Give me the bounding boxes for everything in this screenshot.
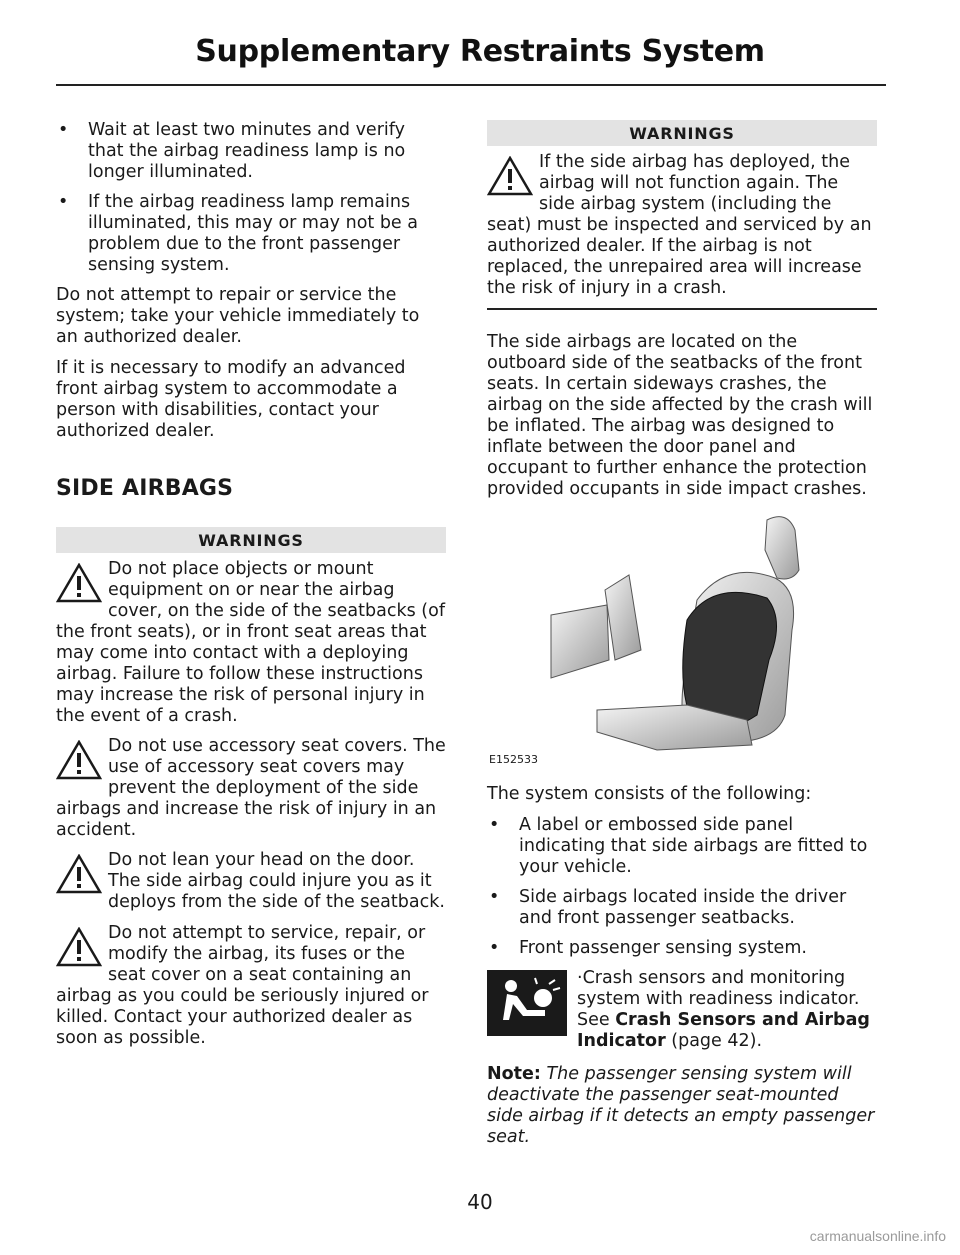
note: [487, 1064, 877, 1148]
bullet-dot: •: [58, 192, 69, 212]
list-item-text: Front passenger sensing system.: [519, 938, 807, 958]
warning-triangle-icon: [487, 156, 533, 196]
section-heading: SIDE AIRBAGS: [56, 476, 234, 501]
warnings-header: WARNINGS: [487, 120, 877, 146]
note-label: Note:: [487, 1064, 541, 1084]
warning-item: [56, 850, 446, 914]
bullet-dot: •: [58, 120, 69, 140]
watermark: carmanualsonline.info: [809, 1228, 946, 1244]
paragraph: The side airbags are located on the outboard side of the seatbacks of the front seats. In certain sideways crashes, the airbag on the side affected by the crash will be inflated. The airbag was designed to inflate between the door panel and occupant to further enhance the protection provided occupants in side impact crashes.: [487, 332, 873, 499]
header-divider: [56, 84, 886, 86]
warning-item: [56, 559, 446, 727]
right-column: [487, 120, 877, 1158]
list-item-text: Wait at least two minutes and verify that the airbag readiness lamp is no longer illuminated.: [88, 120, 406, 182]
paragraph: If it is necessary to modify an advanced front airbag system to accommodate a person with disabilities, contact your authorized dealer.: [56, 358, 406, 441]
list-item-text: Side airbags located inside the driver and front passenger seatbacks.: [519, 887, 847, 928]
indicator-text: ·Crash sensors and monitoring system with readiness indicator. See: [577, 968, 860, 1030]
figure-label: E152533: [489, 753, 538, 766]
airbag-indicator-paragraph: [487, 968, 877, 1052]
airbag-indicator-icon: [487, 970, 567, 1036]
paragraph: Do not attempt to repair or service the system; take your vehicle immediately to an authorized dealer.: [56, 285, 420, 347]
left-column: [56, 120, 446, 1058]
paragraph: The system consists of the following:: [487, 784, 812, 804]
page-number: 40: [467, 1190, 493, 1214]
bullet-dot: •: [489, 815, 500, 835]
warning-text: If the side airbag has deployed, the airbag will not function again. The side airbag system (including the seat) must be inspected and serviced by an authorized dealer. If the airbag is not replaced, the unrepaired area will increase the risk of injury in a crash.: [487, 152, 872, 298]
warning-triangle-icon: [56, 563, 102, 603]
bullet-dot: •: [489, 887, 500, 907]
list-item-text: If the airbag readiness lamp remains illuminated, this may or may not be a problem due to the front passenger sensing system.: [88, 192, 418, 275]
warning-triangle-icon: [56, 740, 102, 780]
warning-text: Do not use accessory seat covers. The use of accessory seat covers may prevent the deployment of the side airbags and increase the risk of injury in an accident.: [56, 736, 446, 840]
list-item-text: A label or embossed side panel indicating that side airbags are fitted to your vehicle.: [519, 815, 868, 877]
seat-airbag-figure: [487, 510, 877, 770]
page-title: Supplementary Restraints System: [195, 34, 765, 69]
warning-item: [56, 923, 446, 1049]
list-item: [56, 192, 446, 276]
list-item: [487, 887, 877, 929]
list-item: [56, 120, 446, 183]
warning-item: [56, 736, 446, 841]
warning-text: Do not attempt to service, repair, or modify the airbag, its fuses or the seat cover on a seat containing an airbag as you could be seriously injured or killed. Contact your authorized dealer as soon as possible.: [56, 923, 429, 1048]
list-item: [487, 938, 877, 959]
list-item: [487, 815, 877, 878]
cross-reference-link[interactable]: Crash Sensors and Airbag Indicator: [577, 1010, 870, 1051]
seat-airbag-illustration: [537, 510, 837, 760]
bullet-dot: •: [489, 938, 500, 958]
warnings-header: WARNINGS: [56, 527, 446, 553]
warning-text: Do not place objects or mount equipment on or near the airbag cover, on the side of the seatbacks (of the front seats), or in front seat areas that may come into contact with a deploying airbag. Failure to follow these instructions may increase the risk of personal injury in the event of a crash.: [56, 559, 445, 726]
warning-text: Do not lean your head on the door. The side airbag could injure you as it deploys from the side of the seatback.: [108, 850, 445, 912]
note-text: The passenger sensing system will deactivate the passenger seat-mounted side airbag if it detects an empty passenger seat.: [487, 1064, 875, 1147]
warning-triangle-icon: [56, 854, 102, 894]
page-reference: (page 42).: [665, 1031, 763, 1051]
warning-divider: [487, 308, 877, 310]
warning-triangle-icon: [56, 927, 102, 967]
warning-item: [487, 152, 877, 299]
